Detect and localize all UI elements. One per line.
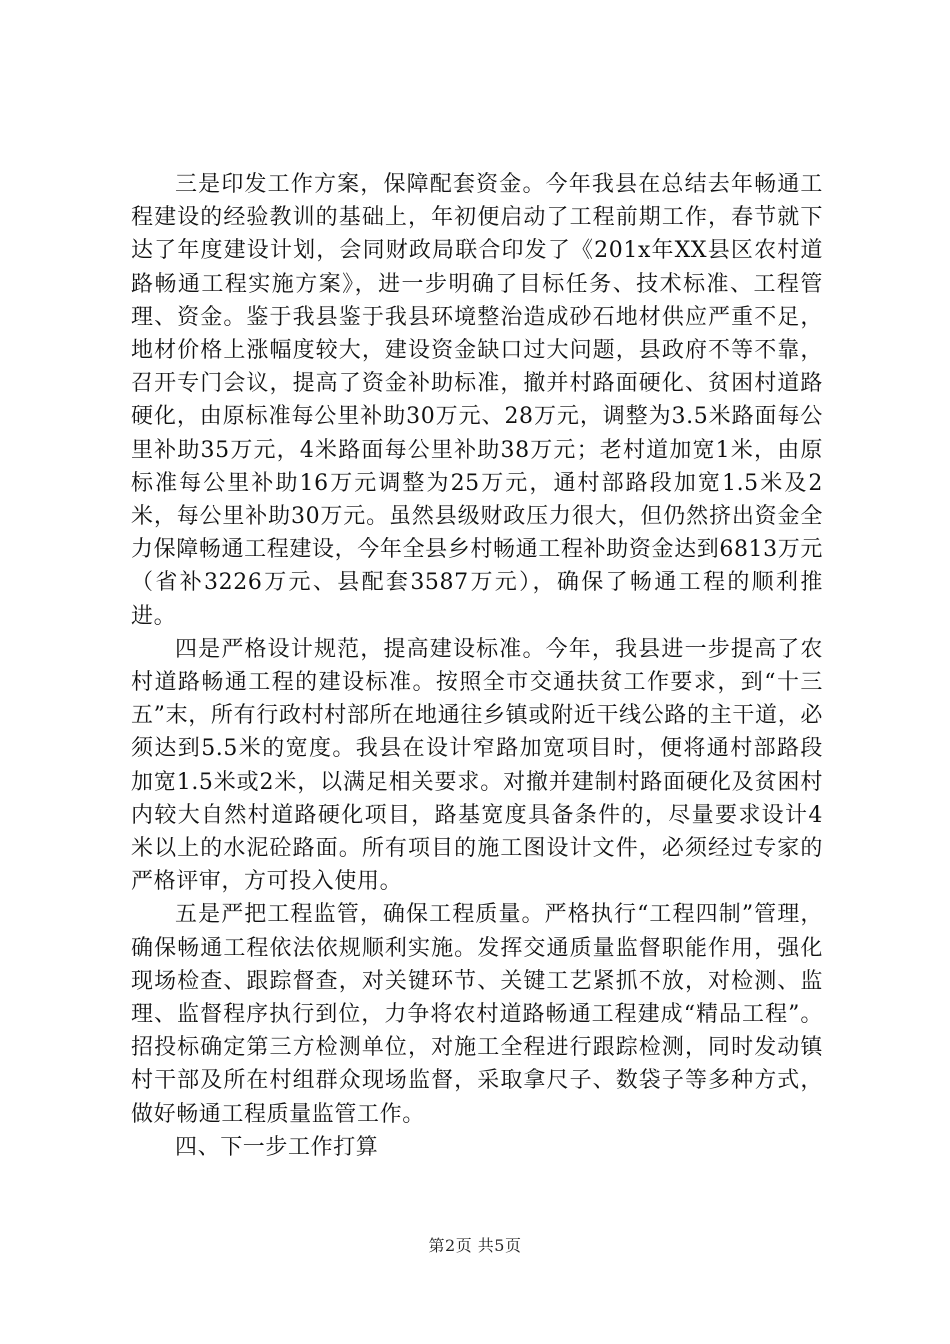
paragraph-supervision: 五是严把工程监管，确保工程质量。严格执行“工程四制”管理，确保畅通工程依法依规顺利实施。发挥交通质量监督职能作用，强化现场检查、跟踪督查，对关键环节、关键工艺紧抓不放，对检测、监理、监督程序执行到位，力争将农村道路畅通工程建成“精品工程”。招投标确定第三方检测单位，对施工全程进行跟踪检测，同时发动镇村干部及所在村组群众现场监督，采取拿尺子、数袋子等多种方式，做好畅通工程质量监管工作。 <box>131 902 823 1127</box>
paragraph-funding: 三是印发工作方案，保障配套资金。今年我县在总结去年畅通工程建设的经验教训的基础上，年初便启动了工程前期工作，春节就下达了年度建设计划，会同财政局联合印发了《201x年XX县区农村道路畅通工程实施方案》，进一步明确了目标任务、技术标准、工程管理、资金。鉴于我县鉴于我县环境整治造成砂石地材供应严重不足，地材价格上涨幅度较大，建设资金缺口过大问题，县政府不等不靠，召开专门会议，提高了资金补助标准，撤并村路面硬化、贫困村道路硬化，由原标准每公里补助30万元、28万元，调整为3.5米路面每公里补助35万元，4米路面每公里补助38万元；老村道加宽1米，由原标准每公里补助16万元调整为25万元，通村部路段加宽1.5米及2米，每公里补助30万元。虽然县级财政压力很大，但仍然挤出资金全力保障畅通工程建设，今年全县乡村畅通工程补助资金达到6813万元（省补3226万元、县配套3587万元），确保了畅通工程的顺利推进。 <box>131 172 823 629</box>
paragraph-design-standards: 四是严格设计规范，提高建设标准。今年，我县进一步提高了农村道路畅通工程的建设标准。按照全市交通扶贫工作要求，到“十三五”末，所有行政村村部所在地通往乡镇或附近干线公路的主干道，必须达到5.5米的宽度。我县在设计窄路加宽项目时，便将通村部路段加宽1.5米或2米，以满足相关要求。对撤并建制村路面硬化及贫困村内较大自然村道路硬化项目，路基宽度具备条件的，尽量要求设计4米以上的水泥砼路面。所有项目的施工图设计文件，必须经过专家的严格评审，方可投入使用。 <box>131 636 823 895</box>
section-heading-next-steps: 四、下一步工作打算 <box>175 1134 379 1160</box>
page-number-footer: 第2页 共5页 <box>428 1236 522 1255</box>
document-body <box>131 168 823 1164</box>
